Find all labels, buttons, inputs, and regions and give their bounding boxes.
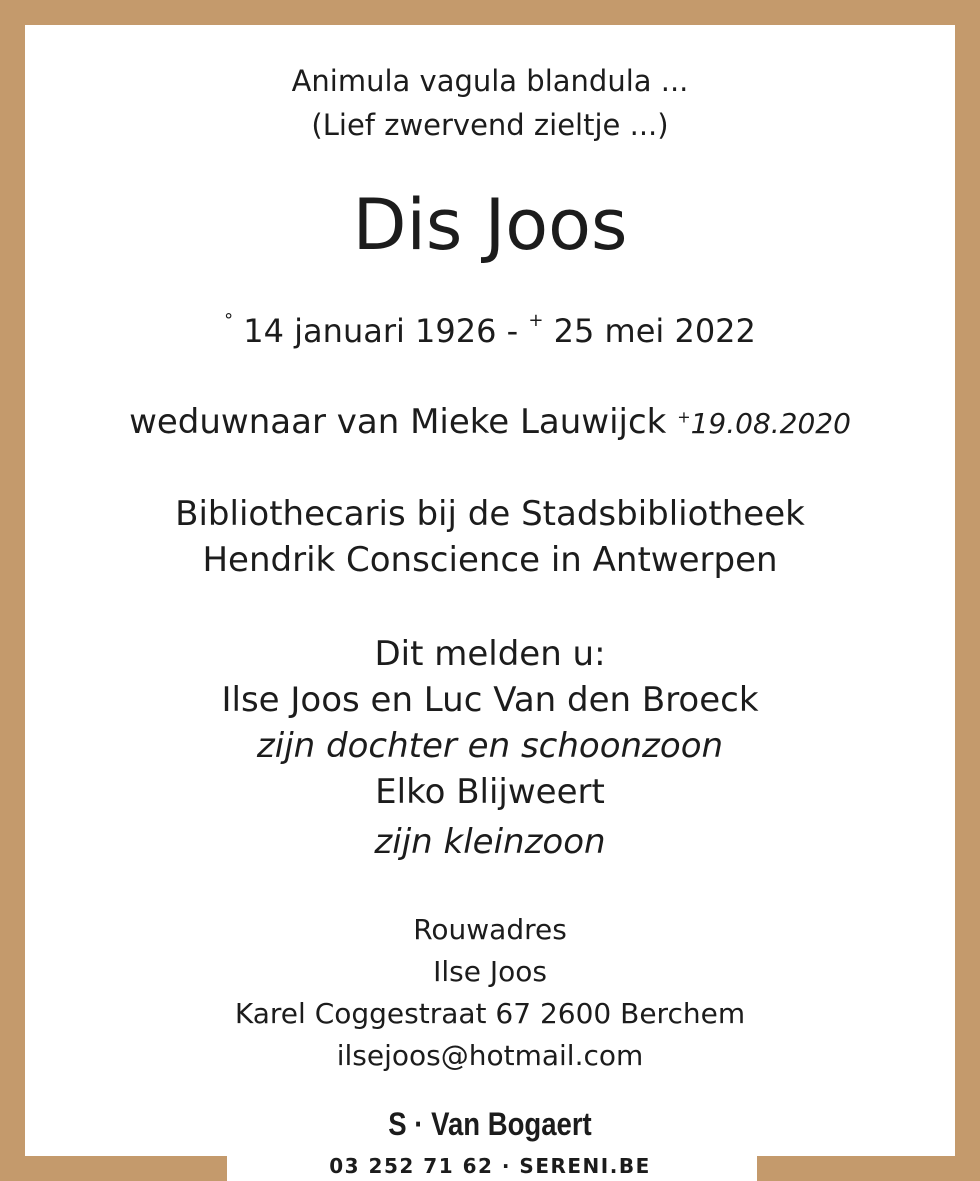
address-street: Karel Coggestraat 67 2600 Berchem [234, 997, 746, 1030]
spouse-death [677, 407, 851, 440]
spouse-name: Mieke Lauwijck [410, 402, 667, 442]
occupation-line-2: Hendrik Conscience in Antwerpen [202, 540, 778, 580]
deceased-name: Dis Joos [352, 184, 628, 266]
widower-prefix: weduwnaar van [129, 402, 400, 442]
address-email: ilsejoos@hotmail.com [336, 1039, 644, 1072]
occupation-line-1: Bibliothecaris bij de Stadsbibliotheek [175, 494, 805, 534]
spouse-death-symbol: + [677, 407, 691, 427]
family-member-1: Ilse Joos en Luc Van den Broeck [221, 680, 759, 720]
funeral-home-logo: S · Van Bogaert [388, 1106, 592, 1142]
family-relation-2: zijn kleinzoon [374, 822, 606, 862]
quote-translation: (Lief zwervend zieltje ...) [311, 108, 669, 142]
birth-symbol: ° [224, 310, 234, 332]
death-date: 25 mei 2022 [553, 312, 756, 350]
quote-latin: Animula vagula blandula ... [291, 64, 689, 98]
birth-date: 14 januari 1926 - [243, 312, 519, 350]
death-symbol: + [528, 310, 544, 332]
life-dates [0, 312, 980, 350]
address-name: Ilse Joos [433, 955, 547, 988]
announcement-intro: Dit melden u: [374, 634, 606, 674]
spouse-death-date: 19.08.2020 [690, 407, 851, 440]
widower-line [0, 402, 980, 442]
family-relation-1: zijn dochter en schoonzoon [256, 726, 724, 766]
funeral-home-contact: 03 252 71 62 · SERENI.BE [329, 1154, 651, 1178]
address-label: Rouwadres [413, 913, 567, 946]
family-member-2: Elko Blijweert [375, 772, 605, 812]
